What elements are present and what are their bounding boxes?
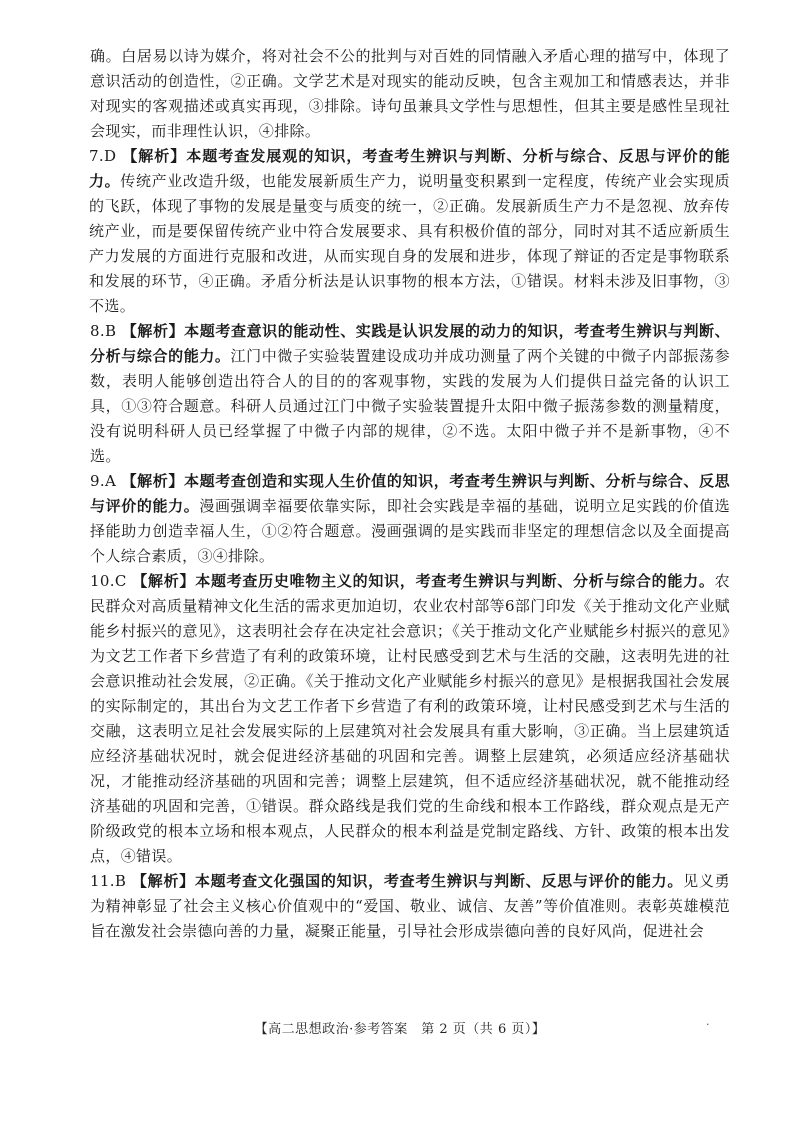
analysis-body: 江门中微子实验装置建设成功并成功测量了两个关键的中微子内部振荡参数，表明人能够创造出符合人的目的的客观事物，实践的发展为人们提供日益完备的认识工具，①③符合题意。科研人员通过江门中微子实验装置提升太阳中微子振荡参数的测量精度，没有说明科研人员已经掌握了中微子内部的规律，②不选。太阳中微子并不是新事物，④不选。	[90, 347, 730, 465]
question-number: 10.	[90, 572, 115, 590]
continued-paragraph: 确。白居易以诗为媒介，将对社会不公的批判与对百姓的同情融入矛盾心理的描写中，体现了意识活动的创造性，②正确。文学艺术是对现实的能动反映，包含主观加工和情感表达，并非对现实的客观描述或真实再现，③排除。诗句虽兼具文学性与思想性，但其主要是感性呈现社会现实，而非理性认识，④排除。	[90, 47, 730, 140]
analysis-heading: 【解析】本题考查文化强国的知识，考查考生辨识与判断、反思与评价的能力。	[131, 872, 684, 890]
answer-content	[90, 44, 730, 944]
analysis-heading: 【解析】本题考查历史唯物主义的知识，考查考生辨识与判断、分析与综合的能力。	[132, 572, 715, 590]
analysis-heading: 【解析】本题考查创造和实现人生价值的知识，考查考生辨识与判断、分析与综合、反思与评价的能力。	[90, 472, 730, 515]
analysis-body: 农民群众对高质量精神文化生活的需求更加迫切，农业农村部等6部门印发《关于推动文化产业赋能乡村振兴的意见》，这表明社会存在决定社会意识；《关于推动文化产业赋能乡村振兴的意见》为文艺工作者下乡营造了有利的政策环境，让村民感受到艺术与生活的交融，这表明先进的社会意识推动社会发展，②正确。《关于推动文化产业赋能乡村振兴的意见》是根据我国社会发展的实际制定的，其出台为文艺工作者下乡营造了有利的政策环境，让村民感受到艺术与生活的交融，这表明立足社会发展实际的上层建筑对社会发展具有重大影响，③正确。当上层建筑适应经济基础状况时，就会促进经济基础的巩固和完善。调整上层建筑，必须适应经济基础状况，才能推动经济基础的巩固和完善；调整上层建筑，但不适应经济基础状况，就不能推动经济基础的巩固和完善，①错误。群众路线是我们党的生命线和根本工作路线，群众观点是无产阶级政党的根本立场和根本观点，人民群众的根本利益是党制定路线、方针、政策的根本出发点，④错误。	[90, 572, 730, 865]
question-9	[90, 469, 730, 569]
answer-letter: A	[105, 472, 117, 490]
analysis-body: 传统产业改造升级，也能发展新质生产力，说明量变积累到一定程度，传统产业会实现质的飞跃，体现了事物的发展是量变与质变的统一，②正确。发展新质生产力不是忽视、放弃传统产业，而是要保留传统产业中符合发展要求、具有积极价值的部分，同时对其不适应新质生产力发展的方面进行克服和改进，从而实现自身的发展和进步，体现了辩证的否定是事物联系和发展的环节，④正确。矛盾分析法是认识事物的根本方法，①错误。材料未涉及旧事物，③不选。	[89, 172, 731, 315]
question-number: 7.	[89, 147, 105, 165]
question-11	[90, 869, 730, 944]
question-number: 8.	[90, 322, 106, 340]
question-10	[90, 569, 730, 869]
question-7	[89, 144, 730, 319]
analysis-heading: 【解析】本题考查意识的能动性、实践是认识发展的动力的知识，考查考生辨识与判断、分析与综合的能力。	[90, 322, 730, 365]
corner-mark: ·	[706, 1018, 710, 1031]
question-number: 9.	[90, 472, 106, 490]
answer-letter: B	[114, 872, 127, 890]
analysis-body: 见义勇为精神彰显了社会主义核心价值观中的“爱国、敬业、诚信、友善”等价值准则。表彰英雄模范旨在激发社会崇德向善的力量，凝聚正能量，引导社会形成崇德向善的良好风尚，促进社会	[90, 872, 730, 940]
answer-letter: D	[104, 147, 117, 165]
analysis-heading: 【解析】本题考查发展观的知识，考查考生辨识与判断、分析与综合、反思与评价的能力。	[89, 147, 730, 190]
page-footer: 【高二思想政治·参考答案 第 2 页（共 6 页）】	[254, 1022, 546, 1037]
analysis-body: 漫画强调幸福要依靠实际，即社会实践是幸福的基础，说明立足实践的价值选择能助力创造幸福人生，①②符合题意。漫画强调的是实践而非坚定的理想信念以及全面提高个人综合素质，③④排除。	[90, 497, 731, 565]
question-number: 11.	[90, 872, 115, 890]
answer-letter: B	[105, 322, 117, 340]
question-8	[90, 319, 730, 469]
answer-letter: C	[114, 572, 127, 590]
